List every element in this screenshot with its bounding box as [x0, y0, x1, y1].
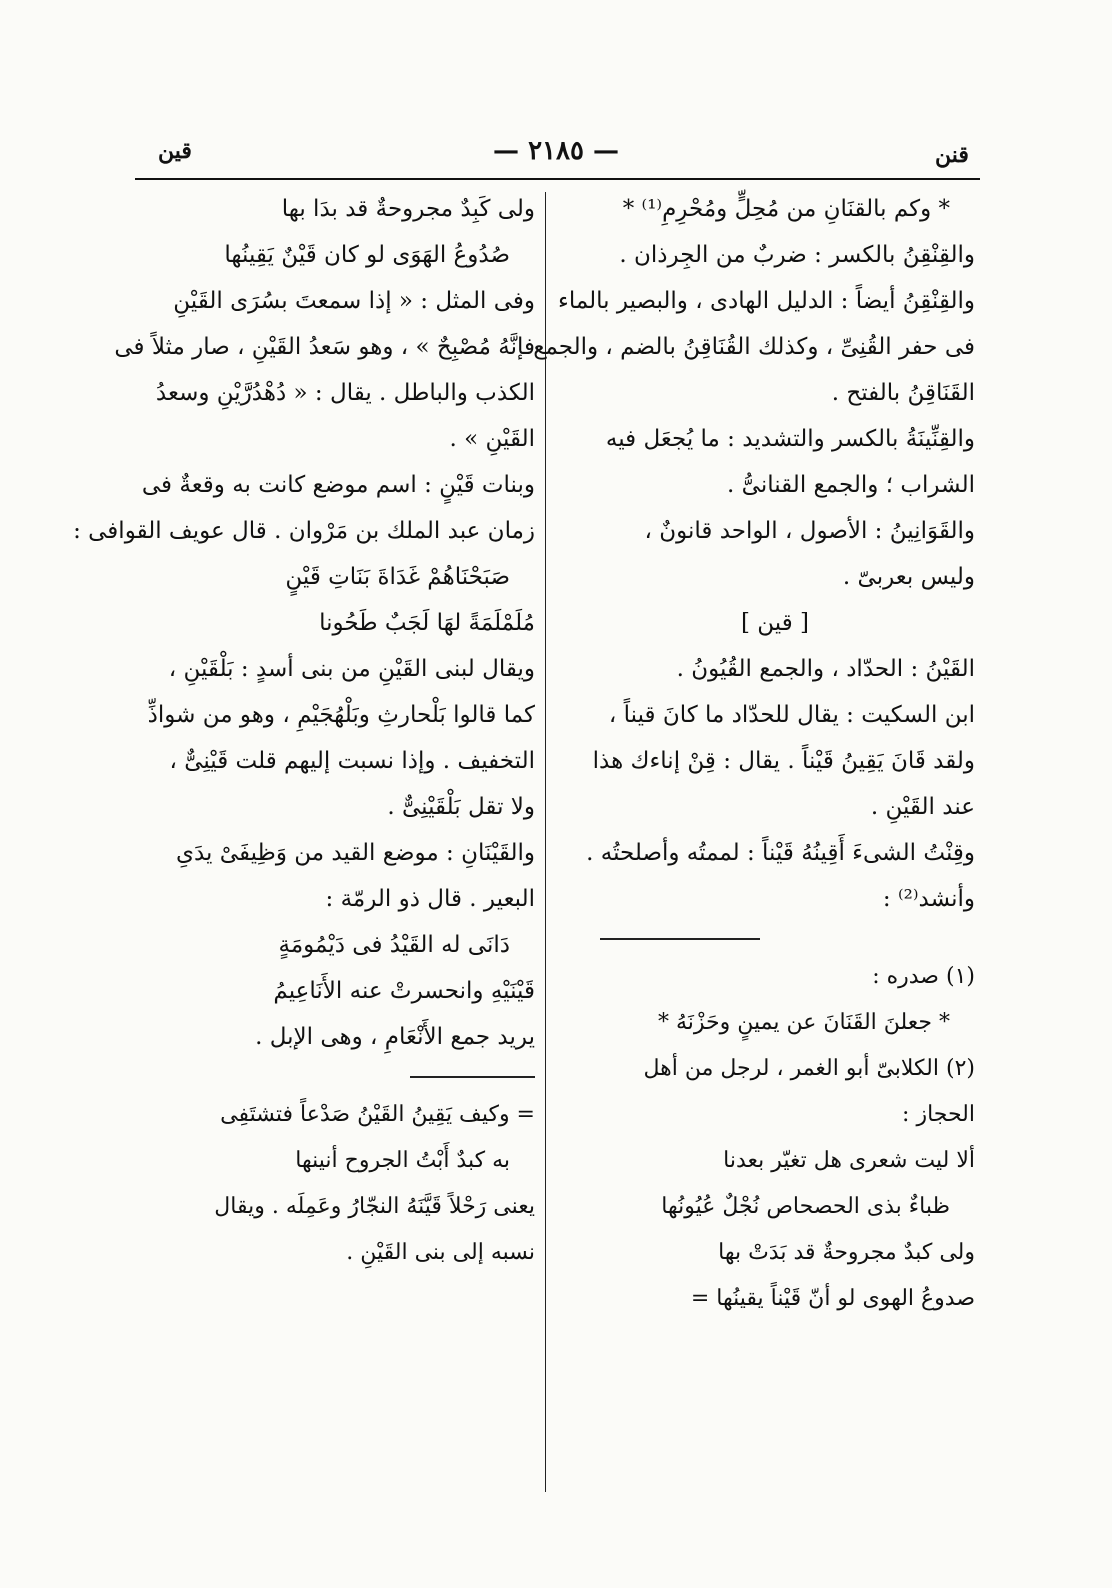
footnote-line: ألا ليت شعرى هل تغيّر بعدنا [723, 1148, 975, 1173]
text-line: ويقال لبنى القَيْنِ من بنى أسدٍ : بَلْقَيْنِ ، [168, 656, 535, 682]
footnotes [575, 954, 975, 1322]
text-line: كما قالوا بَلْحارثِ وبَلْهُجَيْمِ ، وهو من شواذِّ [147, 702, 535, 728]
text-line: الشراب ؛ والجمع القنانىُّ . [727, 472, 975, 498]
footnote-line: ولى كبدٌ مجروحةٌ قد بَدَتْ بها [718, 1240, 975, 1265]
footnote-rule [600, 938, 760, 940]
text-line: صُدُوعُ الهَوَى لو كان قَيْنٌ يَقِينُها [224, 242, 510, 268]
text-line: ولا تقل بَلْقَيْنِىٌّ . [387, 794, 535, 820]
text-line: ولقد قَانَ يَقِينُ قَيْناً . يقال : قِنْ إناءك هذا [592, 748, 975, 774]
footnote-rule [410, 1076, 535, 1078]
text-line: والقَيْنَانِ : موضع القيد من وَظِيفَىْ يدَىِ [175, 840, 535, 866]
text-line: مُلَمْلَمَةً لهَا لَجَبٌ طَحُونا [319, 610, 535, 636]
text-line: عند القَيْنِ . [870, 794, 975, 820]
entry-heading: [ قين ] [740, 610, 809, 636]
text-line: ابن السكيت : يقال للحدّاد ما كانَ قيناً ، [608, 702, 975, 728]
left-column [73, 186, 535, 1276]
text-line: زمان عبد الملك بن مَرْوان . قال عويف القوافى : [73, 518, 535, 544]
text-line: القَيْنِ » . [449, 426, 535, 452]
text-line: والقِنْقِنُ أيضاً : الدليل الهادى ، والبصير بالماء [558, 288, 975, 314]
text-line: القَنَاقِنُ بالفتح . [831, 380, 975, 406]
text-line: وأنشد⁽²⁾ : [882, 886, 975, 912]
text-line: صَبَحْنَاهُمْ غَدَاةَ بَنَاتِ قَيْنٍ [285, 564, 510, 590]
footnote-line: ظباءٌ بذى الحصحاص نُجْلٌ عُيُونُها [661, 1194, 950, 1219]
header-right-word: قنن [935, 142, 969, 168]
footnote-line: * جعلنَ القَنَانَ عن يمينٍ وحَزْنَهُ * [657, 1010, 950, 1035]
footnote-line: نسبه إلى بنى القَيْنِ . [346, 1240, 535, 1265]
right-column [533, 186, 975, 1322]
footnote-line: (٢) الكلابىّ أبو الغمر ، لرجل من أهل [643, 1056, 975, 1081]
page-number: — ٢١٨٥ — [493, 136, 619, 166]
footnotes [130, 1092, 535, 1276]
text-line: وليس بعربىّ . [842, 564, 975, 590]
text-line: دَانَى له القَيْدُ فى دَيْمُومَةٍ [278, 932, 510, 958]
footnote-line: = وكيف يَقِينُ القَيْنُ صَدْعاً فتشتَفِى [220, 1102, 535, 1127]
text-line: وقِنْتُ الشىءَ أَقِينُهُ قَيْناً : لممتُه وأصلحتُه . [586, 840, 975, 866]
text-line: والقَوَانِينُ : الأصول ، الواحد قانونٌ ، [644, 518, 975, 544]
text-line: والقِنْقِنُ بالكسر : ضربٌ من الجِرذان . [619, 242, 975, 268]
text-line: وفى المثل : « إذا سمعتَ بسُرَى القَيْنِ [173, 288, 535, 314]
text-line: القَيْنُ : الحدّاد ، والجمع القُيُونُ . [676, 656, 975, 682]
footnote-line: به كبدٌ أَبْتُ الجروح أنينها [295, 1148, 510, 1173]
column-divider [545, 192, 546, 1492]
header-left-word: قين [158, 138, 192, 164]
footnote-line: (١) صدره : [872, 964, 975, 989]
text-line: فإنَّهُ مُصْبِحٌ » ، وهو سَعدُ القَيْنِ ، صار مثلاً فى [114, 334, 535, 360]
text-line: والقِنِّينَةُ بالكسر والتشديد : ما يُجعَل فيه [605, 426, 975, 452]
text-line: * وكم بالقنَانِ من مُحِلٍّ ومُحْرِمِ⁽¹⁾ * [622, 196, 950, 222]
footnote-line: يعنى رَحْلاً قَيَّنَهُ النجّارُ وعَمِلَه . ويقال [214, 1194, 535, 1219]
text-line: البعير . قال ذو الرمّة : [325, 886, 535, 912]
text-line: قَيْنَيْهِ وانحسرتْ عنه الأَنَاعِيمُ [273, 978, 535, 1004]
header-rule [135, 178, 980, 180]
footnote-line: الحجاز : [902, 1102, 975, 1127]
text-line: يريد جمع الأَنْعَامِ ، وهى الإبل . [255, 1024, 535, 1050]
footnote-line: صدوعُ الهوى لو أنّ قَيْناً يقينُها = [690, 1286, 975, 1311]
text-line: التخفيف . وإذا نسبت إليهم قلت قَيْنِىٌّ ، [169, 748, 535, 774]
text-line: الكذب والباطل . يقال : « دُهْدُرَّيْنِ وسعدُ [155, 380, 535, 406]
text-line: فى حفر القُنِىِّ ، وكذلك القُنَاقِنُ بالضم ، والجمع [533, 334, 975, 360]
text-line: ولى كَبِدٌ مجروحةٌ قد بدَا بها [281, 196, 535, 222]
text-line: وبنات قَيْنٍ : اسم موضع كانت به وقعةٌ فى [141, 472, 535, 498]
